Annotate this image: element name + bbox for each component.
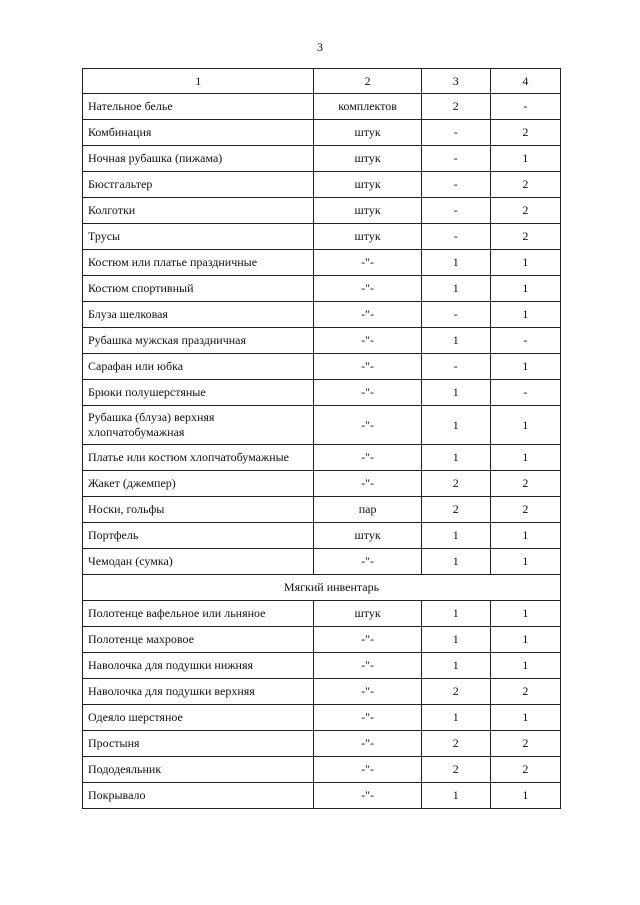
quantity-col4-cell: 1 xyxy=(490,146,560,172)
unit-cell: штук xyxy=(314,523,421,549)
item-name-cell: Одеяло шерстяное xyxy=(83,705,314,731)
quantity-col3-cell: 1 xyxy=(421,406,490,445)
unit-cell: -"- xyxy=(314,276,421,302)
unit-cell: -"- xyxy=(314,302,421,328)
item-name-cell: Сарафан или юбка xyxy=(83,354,314,380)
quantity-col3-cell: - xyxy=(421,224,490,250)
quantity-col4-cell: 1 xyxy=(490,406,560,445)
quantity-col3-cell: - xyxy=(421,146,490,172)
quantity-col3-cell: 2 xyxy=(421,497,490,523)
quantity-col4-cell: 2 xyxy=(490,757,560,783)
item-name-cell: Платье или костюм хлопчатобумажные xyxy=(83,445,314,471)
quantity-col4-cell: 2 xyxy=(490,679,560,705)
table-row xyxy=(83,497,561,523)
quantity-col3-cell: 1 xyxy=(421,549,490,575)
table-row xyxy=(83,679,561,705)
table-row xyxy=(83,523,561,549)
unit-cell: штук xyxy=(314,146,421,172)
table-header-row xyxy=(83,69,561,94)
unit-cell: -"- xyxy=(314,783,421,809)
unit-cell: -"- xyxy=(314,380,421,406)
quantity-col3-cell: 1 xyxy=(421,601,490,627)
unit-cell: -"- xyxy=(314,406,421,445)
quantity-col4-cell: 1 xyxy=(490,445,560,471)
quantity-col4-cell: - xyxy=(490,380,560,406)
table-row xyxy=(83,653,561,679)
table-row xyxy=(83,549,561,575)
quantity-col3-cell: 1 xyxy=(421,445,490,471)
item-name-cell: Костюм или платье праздничные xyxy=(83,250,314,276)
section-header-row xyxy=(83,575,561,601)
quantity-col4-cell: 2 xyxy=(490,120,560,146)
item-name-cell: Рубашка мужская праздничная xyxy=(83,328,314,354)
table-row xyxy=(83,198,561,224)
table-row xyxy=(83,224,561,250)
table-row xyxy=(83,276,561,302)
table-row xyxy=(83,445,561,471)
table-row xyxy=(83,731,561,757)
quantity-col3-cell: 1 xyxy=(421,627,490,653)
unit-cell: -"- xyxy=(314,471,421,497)
table-row xyxy=(83,406,561,445)
quantity-col4-cell: 2 xyxy=(490,172,560,198)
quantity-col3-cell: 2 xyxy=(421,471,490,497)
unit-cell: -"- xyxy=(314,679,421,705)
item-name-cell: Костюм спортивный xyxy=(83,276,314,302)
item-name-cell: Рубашка (блуза) верхняя хлопчатобумажная xyxy=(83,406,314,445)
unit-cell: -"- xyxy=(314,731,421,757)
table-row xyxy=(83,783,561,809)
table-row xyxy=(83,172,561,198)
item-name-cell: Носки, гольфы xyxy=(83,497,314,523)
quantity-col4-cell: 2 xyxy=(490,497,560,523)
column-header-4: 4 xyxy=(490,69,560,94)
quantity-col3-cell: - xyxy=(421,354,490,380)
unit-cell: штук xyxy=(314,120,421,146)
unit-cell: -"- xyxy=(314,653,421,679)
table-row xyxy=(83,705,561,731)
quantity-col4-cell: 1 xyxy=(490,549,560,575)
table-row xyxy=(83,120,561,146)
item-name-cell: Нательное белье xyxy=(83,94,314,120)
quantity-col3-cell: 2 xyxy=(421,757,490,783)
quantity-col4-cell: 1 xyxy=(490,705,560,731)
quantity-col3-cell: 1 xyxy=(421,783,490,809)
quantity-col4-cell: 1 xyxy=(490,302,560,328)
item-name-cell: Покрывало xyxy=(83,783,314,809)
quantity-col3-cell: - xyxy=(421,172,490,198)
quantity-col3-cell: 2 xyxy=(421,679,490,705)
unit-cell: -"- xyxy=(314,445,421,471)
column-header-1: 1 xyxy=(83,69,314,94)
column-header-3: 3 xyxy=(421,69,490,94)
unit-cell: штук xyxy=(314,172,421,198)
quantity-col3-cell: - xyxy=(421,302,490,328)
item-name-cell: Полотенце вафельное или льняное xyxy=(83,601,314,627)
table-row xyxy=(83,302,561,328)
unit-cell: -"- xyxy=(314,627,421,653)
table-row xyxy=(83,146,561,172)
quantity-col4-cell: - xyxy=(490,328,560,354)
unit-cell: -"- xyxy=(314,757,421,783)
quantity-col3-cell: - xyxy=(421,198,490,224)
unit-cell: пар xyxy=(314,497,421,523)
unit-cell: штук xyxy=(314,224,421,250)
quantity-col3-cell: 1 xyxy=(421,523,490,549)
quantity-col3-cell: - xyxy=(421,120,490,146)
table-row xyxy=(83,250,561,276)
quantity-col3-cell: 2 xyxy=(421,731,490,757)
column-header-2: 2 xyxy=(314,69,421,94)
unit-cell: -"- xyxy=(314,328,421,354)
quantity-col3-cell: 2 xyxy=(421,94,490,120)
unit-cell: штук xyxy=(314,198,421,224)
quantity-col4-cell: 1 xyxy=(490,783,560,809)
quantity-col4-cell: 1 xyxy=(490,601,560,627)
item-name-cell: Жакет (джемпер) xyxy=(83,471,314,497)
item-name-cell: Ночная рубашка (пижама) xyxy=(83,146,314,172)
item-name-cell: Наволочка для подушки верхняя xyxy=(83,679,314,705)
item-name-cell: Бюстгальтер xyxy=(83,172,314,198)
table-row xyxy=(83,627,561,653)
quantity-col3-cell: 1 xyxy=(421,380,490,406)
quantity-col4-cell: - xyxy=(490,94,560,120)
table-row xyxy=(83,354,561,380)
quantity-col4-cell: 1 xyxy=(490,653,560,679)
unit-cell: -"- xyxy=(314,250,421,276)
unit-cell: -"- xyxy=(314,354,421,380)
quantity-col4-cell: 1 xyxy=(490,276,560,302)
quantity-col3-cell: 1 xyxy=(421,653,490,679)
item-name-cell: Портфель xyxy=(83,523,314,549)
item-name-cell: Трусы xyxy=(83,224,314,250)
inventory-table xyxy=(82,68,561,809)
item-name-cell: Наволочка для подушки нижняя xyxy=(83,653,314,679)
quantity-col4-cell: 2 xyxy=(490,198,560,224)
quantity-col4-cell: 1 xyxy=(490,250,560,276)
table-row xyxy=(83,94,561,120)
quantity-col4-cell: 2 xyxy=(490,471,560,497)
item-name-cell: Блуза шелковая xyxy=(83,302,314,328)
quantity-col4-cell: 1 xyxy=(490,354,560,380)
quantity-col3-cell: 1 xyxy=(421,328,490,354)
section-header-cell xyxy=(83,575,561,601)
unit-cell: штук xyxy=(314,601,421,627)
quantity-col3-cell: 1 xyxy=(421,276,490,302)
item-name-cell: Полотенце махровое xyxy=(83,627,314,653)
table-row xyxy=(83,328,561,354)
table-row xyxy=(83,757,561,783)
table-body xyxy=(83,69,561,809)
quantity-col4-cell: 1 xyxy=(490,523,560,549)
unit-cell: -"- xyxy=(314,549,421,575)
section-title: Мягкий инвентарь xyxy=(283,580,380,594)
quantity-col3-cell: 1 xyxy=(421,250,490,276)
table-row xyxy=(83,471,561,497)
table-row xyxy=(83,380,561,406)
page-number: 3 xyxy=(317,40,323,54)
quantity-col3-cell: 1 xyxy=(421,705,490,731)
unit-cell: комплектов xyxy=(314,94,421,120)
item-name-cell: Брюки полушерстяные xyxy=(83,380,314,406)
item-name-cell: Простыня xyxy=(83,731,314,757)
table-row xyxy=(83,601,561,627)
item-name-cell: Колготки xyxy=(83,198,314,224)
unit-cell: -"- xyxy=(314,705,421,731)
item-name-cell: Пододеяльник xyxy=(83,757,314,783)
quantity-col4-cell: 2 xyxy=(490,731,560,757)
quantity-col4-cell: 2 xyxy=(490,224,560,250)
quantity-col4-cell: 1 xyxy=(490,627,560,653)
item-name-cell: Чемодан (сумка) xyxy=(83,549,314,575)
item-name-cell: Комбинация xyxy=(83,120,314,146)
